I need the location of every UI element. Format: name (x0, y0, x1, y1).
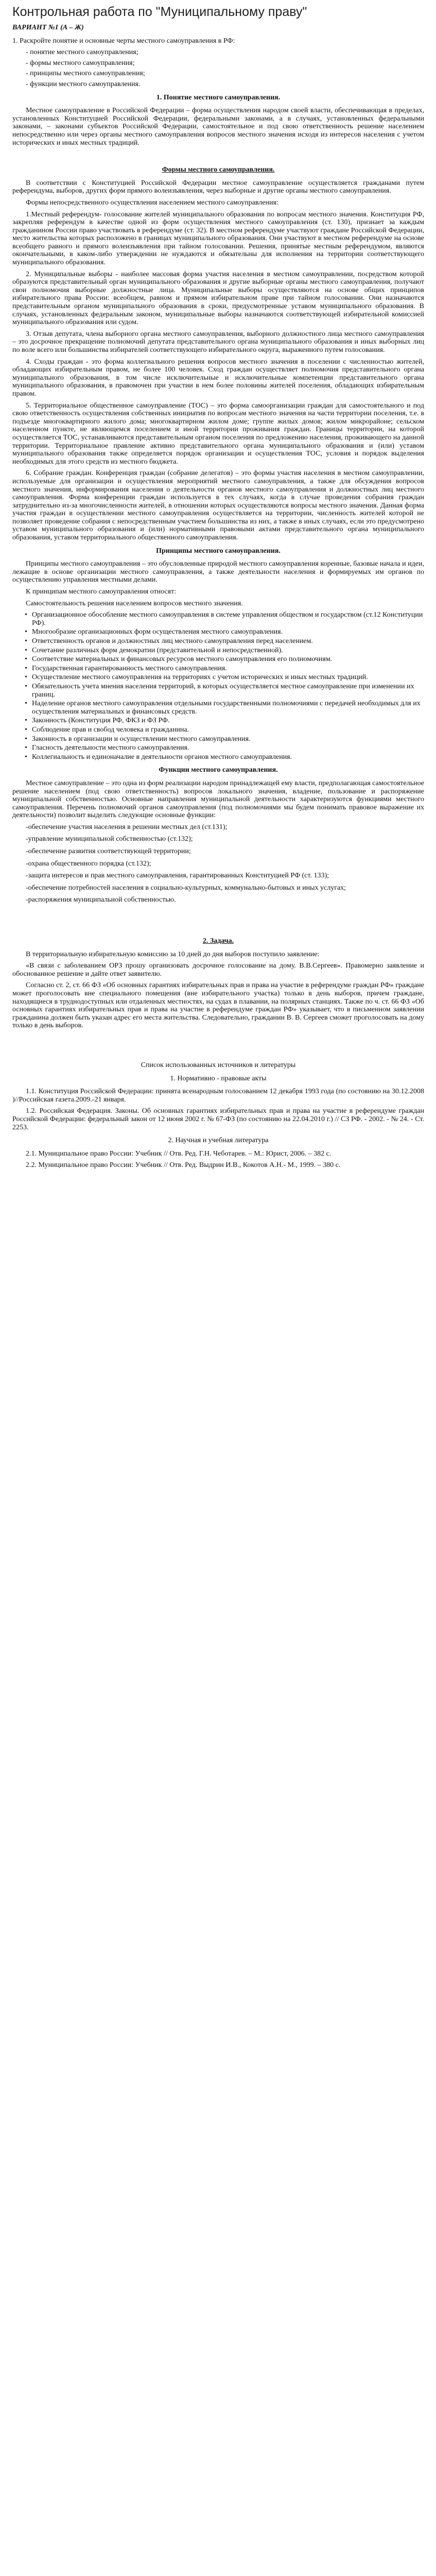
list-item: • Многообразие организационных форм осуществления местного самоуправления. (25, 628, 424, 636)
principles-list (25, 611, 424, 761)
tasks-list (12, 48, 424, 88)
sources-heading: Список использованных источников и литературы (141, 1061, 296, 1069)
list-item: • Государственная гарантированность местного самоуправления. (25, 665, 424, 673)
section-heading: 2. Задача. (202, 937, 234, 945)
list-item: • Обязательность учета мнения населения территорий, в которых осуществляется местное самоуправление при изменении их границ. (25, 683, 424, 699)
paragraph: 4. Сходы граждан - это форма коллегиального решения вопросов местного значения в поселении с численностью жителей, обладающих избирательным правом, не более 100 человек. Сход граждан осуществляет полномочия представительного органа муниципального образования, в том числе исключительные и исключительные компетенции представительного органа муниципального образования, в правомочен при участии в нем более половины жителей поселения, обладающих избирательным правом. (12, 358, 424, 398)
paragraph: Местное самоуправление – это одна из форм реализации народом принадлежащей ему власти, предполагающая самостоятельное решение населением (под свою ответственность) вопросов локального значения, владение, пользование и распоряжение муниципальной собственностью. Основные направления муниципальной деятельности характеризуются функциями местного самоуправления. Перечень полномочий органов самоуправления (под полномочиями мы будем понимать правовое выражение их деятельности) позволит выделить следующие основные функции: (12, 779, 424, 820)
task-item: - понятие местного самоуправления; (26, 48, 138, 57)
source-item: 2.2. Муниципальное право России: Учебник // Отв. Ред. Выдрин И.В., Кокотов А.Н.- М., 1999. – 380 с. (26, 1161, 341, 1170)
paragraph: В соответствии с Конституцией Российской Федерации местное самоуправление осуществляется гражданами путем референдума, выборов, других форм прямого волеизъявления, через выборные и другие органы местного самоуправления. (12, 179, 424, 195)
list-item: • Организационное обособление местного самоуправления в системе управления обществом и государством (ст.12 Конституции РФ). (25, 611, 424, 627)
list-item: -обеспечение участия населения в решении местных дел (ст.131); (26, 823, 228, 831)
paragraph: Формы непосредственного осуществления населением местного самоуправления: (26, 198, 278, 207)
list-item: -охрана общественного порядка (ст.132); (26, 859, 151, 868)
source-item: 1.1. Конституция Российской Федерации: принята всенародным голосованием 12 декабря 1993 года (по состоянию на 30.12.2008 )//Российская газета.2009.-21 января. (12, 1088, 424, 1104)
section-heading: Формы местного самоуправления. (162, 166, 275, 174)
task-item: - функции местного самоуправления. (26, 80, 141, 88)
paragraph: Местное самоуправление в Российской Федерации – форма осуществления народом своей власти, обеспечивающая в пределах, установленных Конституцией Российской Федерации, федеральными законами, а в случаях, установленных федеральными законами, – законами субъектов Российской Федерации, самостоятельное и под свою ответственность решение населением непосредственно или через органы местного самоуправления вопросов местного значения исходя из интересов населения с учетом исторических и иных местных традиций. (12, 107, 424, 147)
sources-group-title: 2. Научная и учебная литература (168, 1137, 269, 1145)
paragraph: 2. Муниципальные выборы - наиболее массовая форма участия населения в местном самоуправлении, посредством которой образуются представительный орган муниципального образования и другие выборные органы местного самоуправления, получают свои полномочия выборные должностные лица. Муниципальные выборы осуществляются на основе общих принципов избирательного права России: всеобщем, равном и прямом избирательном праве при тайном голосовании. Они назначаются представительным органом муниципального образования в сроки, предусмотренные уставом муниципального образования. В случаях, установленных федеральным законом, муниципальные выборы назначаются соответствующей избирательной комиссией муниципального образования или судом. (12, 270, 424, 327)
list-item: -управление муниципальной собственностью (ст.132); (26, 835, 193, 843)
list-item: • Соблюдение прав и свобод человека и гражданина. (25, 726, 424, 734)
task-item: - формы местного самоуправления; (26, 59, 135, 67)
paragraph: 5. Территориальное общественное самоуправление (ТОС) – это форма самоорганизации граждан для самостоятельного и под свою ответственность осуществления собственных инициатив по вопросам местного значения на части территории поселения, т.е. в подъезде многоквартирного жилого дома; многоквартирном жилом доме; группе жилых домов; жилом микрорайоне; сельском населенном пункте, не являющемся поселением и иной территории проживания граждан. Границы территории, на которой осуществляется ТОС, устанавливаются представительным органом поселения по предложению населения, проживающего на данной территории. Территориальное правление активно представительного органа муниципального образования и (или) уставом муниципального образования также определяется порядок организации и осуществления ТОС, условия и порядок выделения необходимых для этого средств из местного бюджета. (12, 401, 424, 466)
list-item: -обеспечение потребностей населения в социально-культурных, коммунально-бытовых и иных услугах; (26, 884, 346, 892)
sources-group-title: 1. Нормативно - правовые акты (170, 1074, 267, 1082)
section-heading: 1. Понятие местного самоуправления. (156, 93, 281, 101)
functions-list (26, 823, 424, 904)
list-item: • Соответствие материальных и финансовых ресурсов местного самоуправления его полномочиям. (25, 655, 424, 664)
section-heading: Функции местного самоуправления. (159, 766, 278, 774)
paragraph: 3. Отзыв депутата, члена выборного органа местного самоуправления, выборного должностного лица местного самоуправления – это досрочное прекращение полномочий депутата представительного органа муниципального образования и иных выборных лиц по воле всего или большинства избирателей соответствующего избирательного округа, выраженного путем голосования. (12, 330, 424, 354)
paragraph: 6. Собрание граждан. Конференция граждан (собрание делегатов) – это формы участия населения в местном самоуправлении, используемые для организации и осуществления мероприятий местного самоуправления, а также для обсуждения вопросов местного значения, информирования населения о деятельности органов местного самоуправления и должностных лиц местного самоуправления. Форма конференции граждан используется в тех случаях, когда в случае проведения собрания граждан затруднительно из-за многочисленности жителей, в отношении которых осуществляются вопросы местного значения. Данная форма участия граждан в осуществлении местного самоуправления осуществляется на территории, численность жителей которой не позволяет проведение собрания с непосредственным участием большинства из них, а также в иных случаях, если это предусмотрено уставом муниципального образования и (или) нормативными правовыми актами представительного органа муниципального образования, уставом территориального общественного самоуправления. (12, 469, 424, 542)
tasks-intro: 1. Раскройте понятие и основные черты местного самоуправления в РФ: (12, 37, 235, 45)
page-title: Контрольная работа по "Муниципальному праву" (12, 5, 307, 19)
list-item: -распоряжения муниципальной собственностью. (26, 896, 176, 904)
list-item: • Осуществление местного самоуправления на территориях с учетом исторических и иных местных традиций. (25, 673, 424, 682)
list-item: • Коллегиальность и единоначалие в деятельности органов местного самоуправления. (25, 753, 424, 761)
task-item: - принципы местного самоуправления; (26, 70, 145, 78)
paragraph: В территориальную избирательную комиссию за 10 дней до дня выборов поступило заявление: (26, 950, 320, 958)
source-item: 2.1. Муниципальное право России: Учебник // Отв. Ред. Г.Н. Чеботарев. – М.: Юрист, 2006. – 382 с. (26, 1149, 332, 1158)
paragraph: 1.Местный референдум- голосование жителей муниципального образования по вопросам местного значения. Конституция РФ, закрепляя референдум в качестве одной из форм осуществления местного самоуправления (ст. 130), признает за каждым гражданином России право участвовать в референдуме (ст. 32). В местном референдуме участвуют граждане Российской Федерации, место жительства которых расположено в границах муниципального образования. Они участвуют в местном референдуме на основе всеобщего равного и прямого волеизъявления при тайном голосовании. Решения, принятые местным референдумом, являются окончательными, в каком-либо утверждении не нуждаются и обязательны для исполнения на территории соответствующего муниципального образования. (12, 210, 424, 267)
paragraph: Принципы местного самоуправления – это обусловленные природой местного самоуправления коренные, базовые начала и идеи, лежащие в основе организации местного самоуправления, а также деятельности населения и формируемых им органов по осуществлению управления местными делами. (12, 560, 424, 584)
list-item: -обеспечение развития соответствующей территории; (26, 848, 191, 856)
list-item: • Сочетание различных форм демократии (представительной и непосредственной). (25, 647, 424, 655)
document-body (12, 24, 424, 1173)
list-item: • Ответственность органов и должностных лиц местного самоуправления перед населением. (25, 637, 424, 646)
section-heading: Принципы местного самоуправления. (156, 547, 281, 555)
list-item: • Законность (Конституция РФ, ФКЗ и ФЗ РФ. (25, 717, 424, 725)
paragraph: К принципам местного самоуправления относят: (26, 588, 177, 596)
paragraph: «В связи с заболеванием ОРЗ прошу организовать досрочное голосование на дому. В.В.Сергеев». Правомерно заявление и обоснованное решение и дайте ответ заявителю. (12, 962, 424, 978)
list-item: • Гласность деятельности местного самоуправления. (25, 744, 424, 752)
paragraph: Согласно ст. 2, ст. 66 ФЗ «Об основных гарантиях избирательных прав и права на участие в референдуме граждан РФ» граждане может проголосовать вне специального помещения (вне избирательного участка) только в день выборов, причем граждане, находящиеся в труднодоступных или отдаленных местностях, на судах в плавании, на полярных станциях. Также по ч. ст. 66 ФЗ «Об основных гарантиях избирательных прав и права на участие в референдуме граждан РФ» указывает, что в письменном заявлении гражданина должен быть указан адрес его места жительства. Следовательно, гражданин В. В. Сергеев сможет проголосовать на дому только в день выборов. (12, 981, 424, 1030)
list-item: • Законность в организации и осуществлении местного самоуправления. (25, 735, 424, 743)
variant-label: ВАРИАНТ №1 (А – Ж) (12, 24, 84, 31)
list-item: • Наделение органов местного самоуправления отдельными государственными полномочиями с передачей необходимых для их осуществления материальных и финансовых средств. (25, 700, 424, 716)
list-item: -защита интересов и прав местного самоуправления, гарантированных Конституцией РФ (ст. 133); (26, 872, 329, 880)
source-item: 1.2. Российская Федерация. Законы. Об основных гарантиях избирательных прав и права на участие в референдуме граждан Российской Федерации: федеральный закон от 12 июня 2002 г. № 67-ФЗ (по состоянию на 22.04.2010 г.) // СЗ РФ. - 2002. - № 24. - Ст. 2253. (12, 1107, 424, 1131)
paragraph: Самостоятельность решения населением вопросов местного значения. (26, 599, 243, 607)
